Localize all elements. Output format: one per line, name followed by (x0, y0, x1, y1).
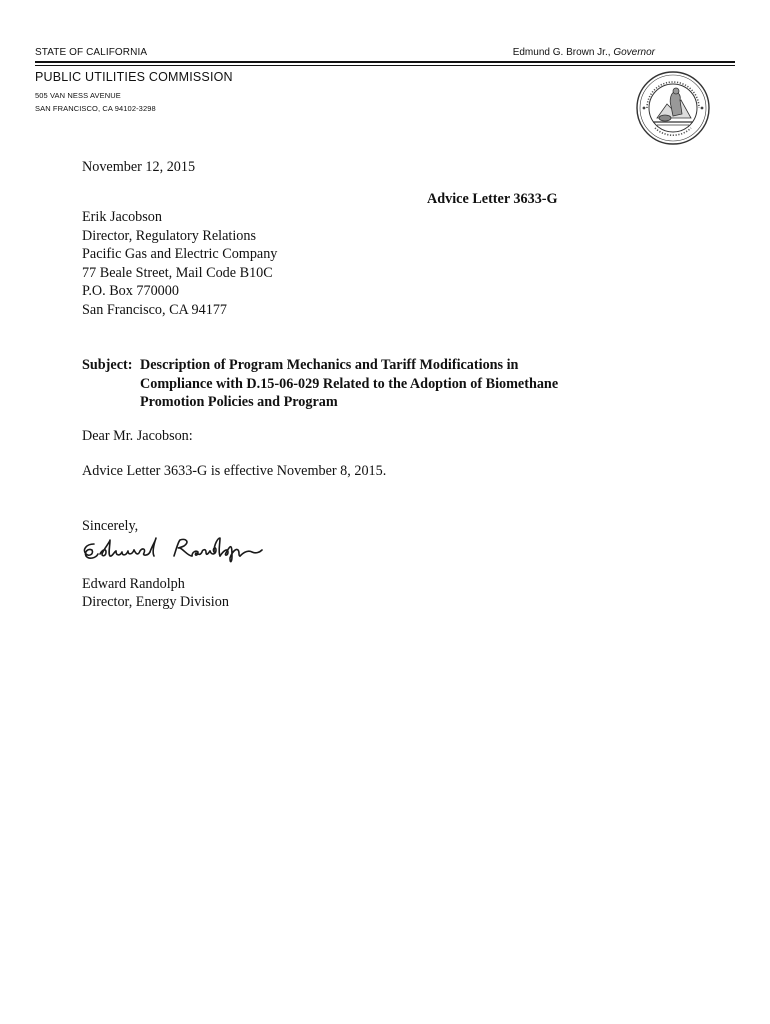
state-header: STATE OF CALIFORNIA (35, 47, 148, 58)
header-rule-thin (35, 65, 735, 66)
subject-label: Subject: (82, 357, 133, 373)
signature (80, 536, 265, 566)
governor-title: Governor (613, 47, 655, 58)
state-seal-icon (635, 70, 711, 146)
recipient-company: Pacific Gas and Electric Company (82, 246, 278, 262)
recipient-city: San Francisco, CA 94177 (82, 301, 228, 318)
header-rule-thick (35, 61, 735, 63)
subject-line: Description of Program Mechanics and Tariff Modifications in (140, 357, 519, 373)
subject-block (82, 356, 682, 412)
recipient-po-box: P.O. Box 770000 (82, 283, 179, 299)
governor-name: Edmund G. Brown Jr., (512, 47, 611, 58)
letter-date: November 12, 2015 (82, 159, 196, 175)
recipient-street: 77 Beale Street, Mail Code B10C (82, 264, 273, 281)
signer-title: Director, Energy Division (82, 594, 229, 610)
subject-line: Promotion Policies and Program (140, 394, 338, 410)
closing: Sincerely, (82, 518, 139, 534)
recipient-name: Erik Jacobson (82, 209, 162, 225)
governor-header (513, 47, 655, 58)
agency-address-line1: 505 VAN NESS AVENUE (35, 91, 121, 100)
recipient-address (82, 208, 277, 319)
agency-name: PUBLIC UTILITIES COMMISSION (35, 70, 233, 84)
agency-address-line2: SAN FRANCISCO, CA 94102-3298 (35, 104, 156, 113)
subject-line: Compliance with D.15-06-029 Related to the Adoption of Biomethane (140, 375, 559, 392)
advice-letter-reference: Advice Letter 3633-G (427, 191, 558, 207)
recipient-title: Director, Regulatory Relations (82, 227, 256, 244)
letter-body: Advice Letter 3633-G is effective November 8, 2015. (82, 463, 387, 479)
salutation: Dear Mr. Jacobson: (82, 428, 193, 444)
signer-name: Edward Randolph (82, 576, 185, 592)
